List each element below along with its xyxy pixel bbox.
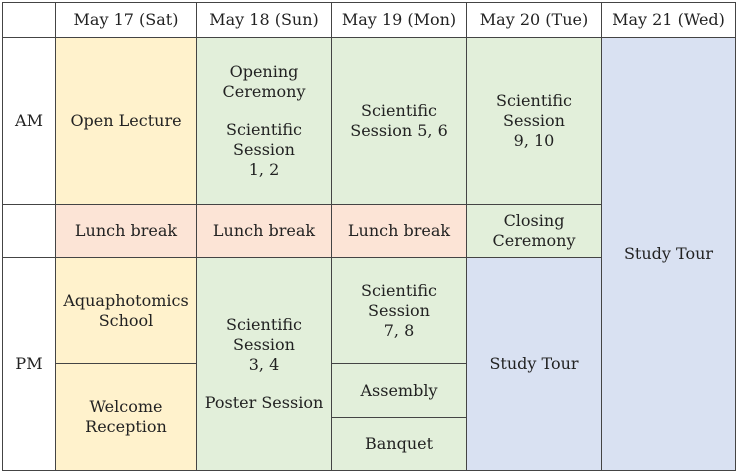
cell-spacer	[200, 102, 328, 120]
cell-text-line: 9, 10	[513, 131, 555, 150]
cell-text-line: Session	[503, 111, 565, 130]
cell-tue-am	[467, 38, 602, 205]
header-may-18: May 18 (Sun)	[197, 3, 332, 38]
header-may-20: May 20 (Tue)	[467, 3, 602, 38]
cell-sun-am	[197, 38, 332, 205]
cell-text-line: Open Lecture	[70, 111, 182, 130]
cell-text-line: Assembly	[360, 380, 438, 400]
cell-spacer	[200, 375, 328, 393]
cell-text-line: Session	[368, 300, 430, 320]
cell-mon-assembly	[332, 364, 467, 418]
cell-text-line: Lunch break	[212, 221, 316, 240]
cell-text-line: Study Tour	[489, 354, 579, 373]
cell-text-line: 1, 2	[248, 160, 280, 179]
cell-text-line: Scientific	[226, 120, 302, 139]
cell-tue-closing	[467, 205, 602, 258]
cell-sun-pm	[197, 258, 332, 471]
cell-mon-am	[332, 38, 467, 205]
cell-text-line: Ceremony	[222, 82, 306, 101]
cell-text-line: Session	[233, 140, 295, 159]
cell-tue-study-tour	[467, 258, 602, 471]
cell-text-line: Reception	[85, 417, 167, 436]
row-label-lunch	[3, 205, 56, 258]
cell-text-line: Welcome	[89, 397, 163, 416]
cell-text-line: Banquet	[364, 434, 434, 453]
cell-text-line: Scientific	[361, 280, 437, 300]
header-corner	[3, 3, 56, 38]
cell-sat-am	[56, 38, 197, 205]
cell-text-line: Scientific	[496, 91, 572, 110]
header-row	[3, 3, 736, 38]
cell-text-line: Session	[233, 335, 295, 354]
am-row	[3, 38, 736, 205]
cell-sat-pm2	[56, 364, 197, 471]
cell-mon-pm1	[332, 258, 467, 364]
cell-text-line: Lunch break	[347, 221, 451, 240]
cell-text-line: Scientific	[361, 101, 437, 120]
header-may-19: May 19 (Mon)	[332, 3, 467, 38]
cell-text-line: Opening	[229, 62, 299, 81]
cell-sat-pm1	[56, 258, 197, 364]
cell-text-line: Scientific	[226, 315, 302, 334]
cell-mon-banquet	[332, 418, 467, 471]
cell-text-line: Lunch break	[74, 221, 178, 240]
cell-text-line: Ceremony	[492, 231, 576, 250]
cell-text-line: Closing	[503, 211, 565, 230]
row-label-am: AM	[3, 38, 56, 205]
cell-text-line: Study Tour	[623, 244, 714, 263]
cell-wed-study-tour	[602, 38, 736, 471]
cell-text-line: Aquaphotomics	[63, 290, 189, 310]
header-may-21: May 21 (Wed)	[602, 3, 736, 38]
cell-text-line: School	[98, 310, 154, 330]
cell-mon-lunch	[332, 205, 467, 258]
cell-text-line: Poster Session	[204, 393, 324, 412]
schedule-table	[2, 2, 736, 471]
header-may-17: May 17 (Sat)	[56, 3, 197, 38]
cell-sat-lunch	[56, 205, 197, 258]
cell-text-line: 3, 4	[248, 355, 280, 374]
row-label-pm: PM	[3, 258, 56, 471]
cell-text-line: 7, 8	[383, 320, 415, 340]
cell-text-line: Session 5, 6	[350, 121, 448, 140]
cell-sun-lunch	[197, 205, 332, 258]
